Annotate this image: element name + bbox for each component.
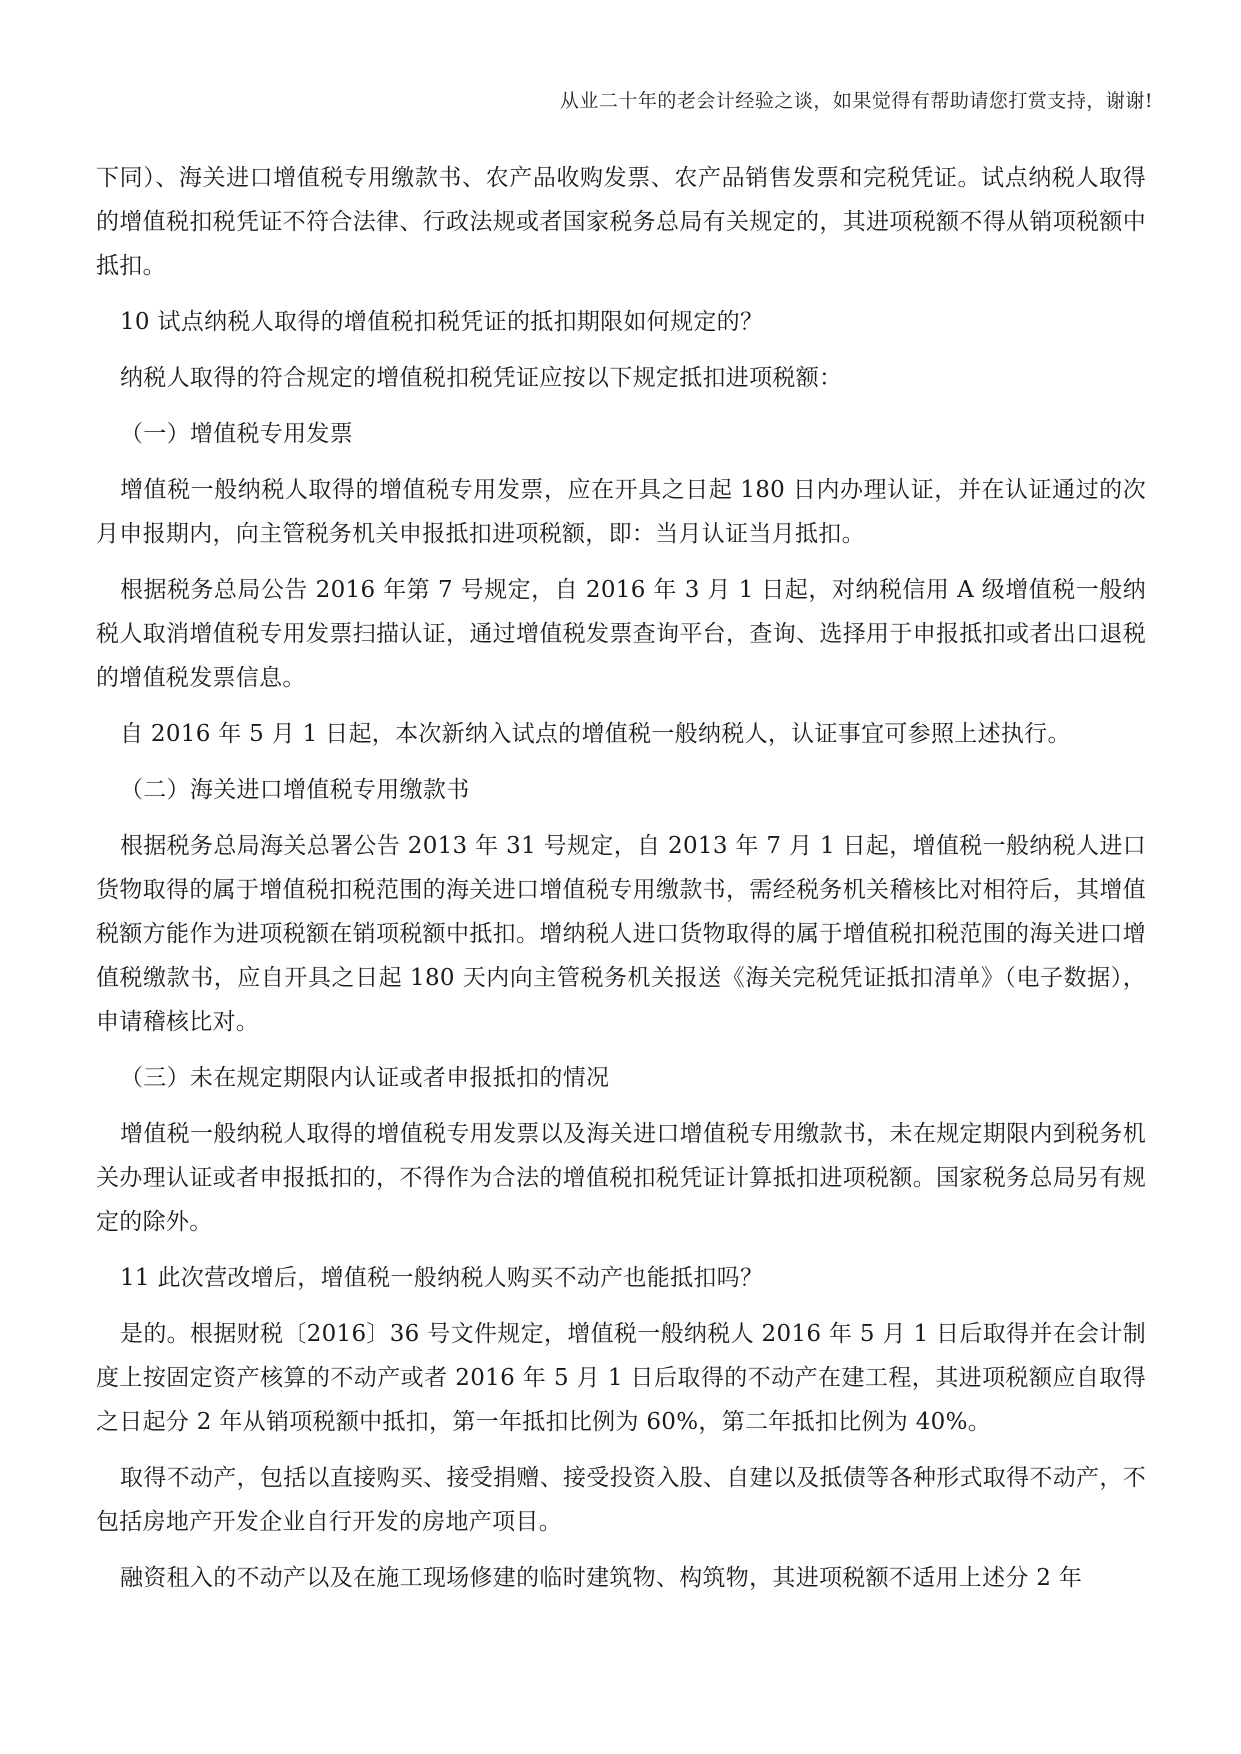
paragraph: 纳税人取得的符合规定的增值税扣税凭证应按以下规定抵扣进项税额： (120, 365, 843, 391)
question-heading: 10 试点纳税人取得的增值税扣税凭证的抵扣期限如何规定的？ (120, 309, 764, 335)
paragraph: 取得不动产，包括以直接购买、接受捐赠、接受投资入股、自建以及抵债等各种形式取得不动产，不包括房地产开发企业自行开发的房地产项目。 (96, 1465, 1146, 1535)
paragraph: 增值税一般纳税人取得的增值税专用发票，应在开具之日起 180 日内办理认证，并在认证通过的次月申报期内，向主管税务机关申报抵扣进项税额，即：当月认证当月抵扣。 (96, 477, 1146, 547)
paragraph: 增值税一般纳税人取得的增值税专用发票以及海关进口增值税专用缴款书，未在规定期限内到税务机关办理认证或者申报抵扣的，不得作为合法的增值税扣税凭证计算抵扣进项税额。国家税务总局另有规定的除外。 (96, 1121, 1146, 1235)
section-heading: （二）海关进口增值税专用缴款书 (120, 777, 470, 803)
paragraph: 融资租入的不动产以及在施工现场修建的临时建筑物、构筑物，其进项税额不适用上述分 2 年 (120, 1565, 1083, 1591)
paragraph: 根据税务总局海关总署公告 2013 年 31 号规定，自 2013 年 7 月 1 日起，增值税一般纳税人进口货物取得的属于增值税扣税范围的海关进口增值税专用缴款书，需经税务机关稽核比对相符后，其增值税额方能作为进项税额在销项税额中抵扣。增纳税人进口货物取得的属于增值税扣税范围的海关进口增值税缴款书，应自开具之日起 180 天内向主管税务机关报送《海关完税凭证抵扣清单》（电子数据），申请稽核比对。 (96, 833, 1146, 1035)
header-note: 从业二十年的老会计经验之谈，如果觉得有帮助请您打赏支持，谢谢! (559, 90, 1153, 112)
paragraph: 下同）、海关进口增值税专用缴款书、农产品收购发票、农产品销售发票和完税凭证。试点纳税人取得的增值税扣税凭证不符合法律、行政法规或者国家税务总局有关规定的，其进项税额不得从销项税额中抵扣。 (96, 165, 1146, 279)
paragraph: 根据税务总局公告 2016 年第 7 号规定，自 2016 年 3 月 1 日起，对纳税信用 A 级增值税一般纳税人取消增值税专用发票扫描认证，通过增值税发票查询平台，查询、选择用于申报抵扣或者出口退税的增值税发票信息。 (96, 577, 1146, 691)
paragraph: 自 2016 年 5 月 1 日起，本次新纳入试点的增值税一般纳税人，认证事宜可参照上述执行。 (120, 721, 1071, 747)
paragraph: 是的。根据财税〔2016〕36 号文件规定，增值税一般纳税人 2016 年 5 月 1 日后取得并在会计制度上按固定资产核算的不动产或者 2016 年 5 月 1 日后取得的不动产在建工程，其进项税额应自取得之日起分 2 年从销项税额中抵扣，第一年抵扣比例为 60%，第二年抵扣比例为 40%。 (96, 1321, 1146, 1435)
question-heading: 11 此次营改增后，增值税一般纳税人购买不动产也能抵扣吗？ (120, 1265, 764, 1291)
section-heading: （三）未在规定期限内认证或者申报抵扣的情况 (120, 1065, 610, 1091)
section-heading: （一）增值税专用发票 (120, 421, 353, 447)
document-body (96, 156, 1146, 1612)
